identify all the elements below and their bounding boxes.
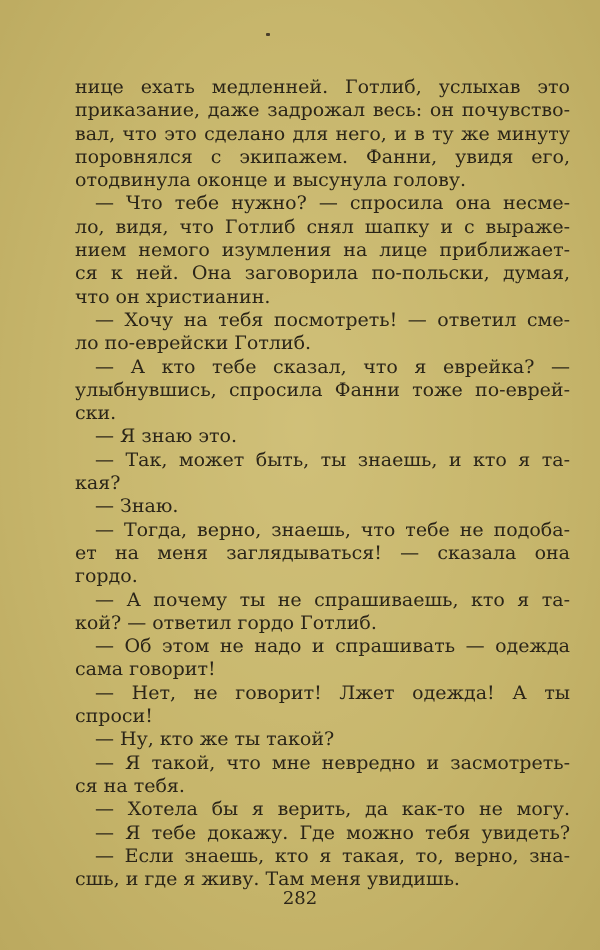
page-number: 282 bbox=[282, 888, 318, 909]
text-line: — Ну, кто же ты такой? bbox=[95, 728, 335, 751]
text-line: — Хотела бы я верить, да как-то не могу. bbox=[95, 798, 570, 821]
text-line: — Я тебе докажу. Где можно тебя увидеть? bbox=[95, 821, 570, 844]
text-line: — Хочу на тебя посмотреть! — ответил сме- bbox=[95, 308, 570, 331]
text-line: — Нет, не говорит! Лжет одежда! А ты bbox=[95, 681, 570, 704]
text-line: — А почему ты не спрашиваешь, кто я та- bbox=[95, 588, 570, 611]
text-line: гордо. bbox=[75, 565, 138, 588]
print-speck bbox=[266, 33, 270, 36]
text-line: кая? bbox=[75, 472, 121, 495]
text-line: — Так, может быть, ты знаешь, и кто я та- bbox=[95, 448, 570, 471]
text-line: спроси! bbox=[75, 705, 153, 728]
text-line: — Я такой, что мне невредно и засмотреть- bbox=[95, 751, 570, 774]
text-line: приказание, даже задрожал весь: он почувство- bbox=[75, 99, 570, 122]
text-line: ет на меня заглядываться! — сказала она bbox=[75, 541, 570, 564]
text-line: ло по-еврейски Готлиб. bbox=[75, 332, 312, 355]
text-line: ся к ней. Она заговорила по-польски, думая, bbox=[75, 262, 570, 285]
text-line: — Об этом не надо и спрашивать — одежда bbox=[95, 635, 570, 658]
text-line: кой? — ответил гордо Готлиб. bbox=[75, 611, 377, 634]
page-text bbox=[75, 76, 570, 891]
text-line: что он христианин. bbox=[75, 285, 271, 308]
text-line: — Что тебе нужно? — спросила она несме- bbox=[95, 192, 570, 215]
text-line: нием немого изумления на лице приближает- bbox=[75, 239, 570, 262]
text-line: — Знаю. bbox=[95, 495, 179, 518]
text-line: вал, что это сделано для него, и в ту же минуту bbox=[75, 122, 570, 145]
text-line: улыбнувшись, спросила Фанни тоже по-еврей- bbox=[75, 378, 570, 401]
text-line: сама говорит! bbox=[75, 658, 216, 681]
text-line: отодвинула оконце и высунула голову. bbox=[75, 169, 467, 192]
text-line: — А кто тебе сказал, что я еврейка? — bbox=[95, 355, 570, 378]
text-line: — Если знаешь, кто я такая, то, верно, зна- bbox=[95, 844, 570, 867]
text-line: ски. bbox=[75, 402, 117, 425]
text-line: — Я знаю это. bbox=[95, 425, 237, 448]
text-line: сшь, и где я живу. Там меня увидишь. bbox=[75, 868, 460, 891]
text-line: поровнялся с экипажем. Фанни, увидя его, bbox=[75, 145, 570, 168]
text-line: нице ехать медленней. Готлиб, услыхав это bbox=[75, 76, 570, 98]
text-line: ло, видя, что Готлиб снял шапку и с выраже- bbox=[75, 215, 570, 238]
text-line: — Тогда, верно, знаешь, что тебе не подоба- bbox=[95, 518, 570, 541]
text-line: ся на тебя. bbox=[75, 774, 185, 797]
